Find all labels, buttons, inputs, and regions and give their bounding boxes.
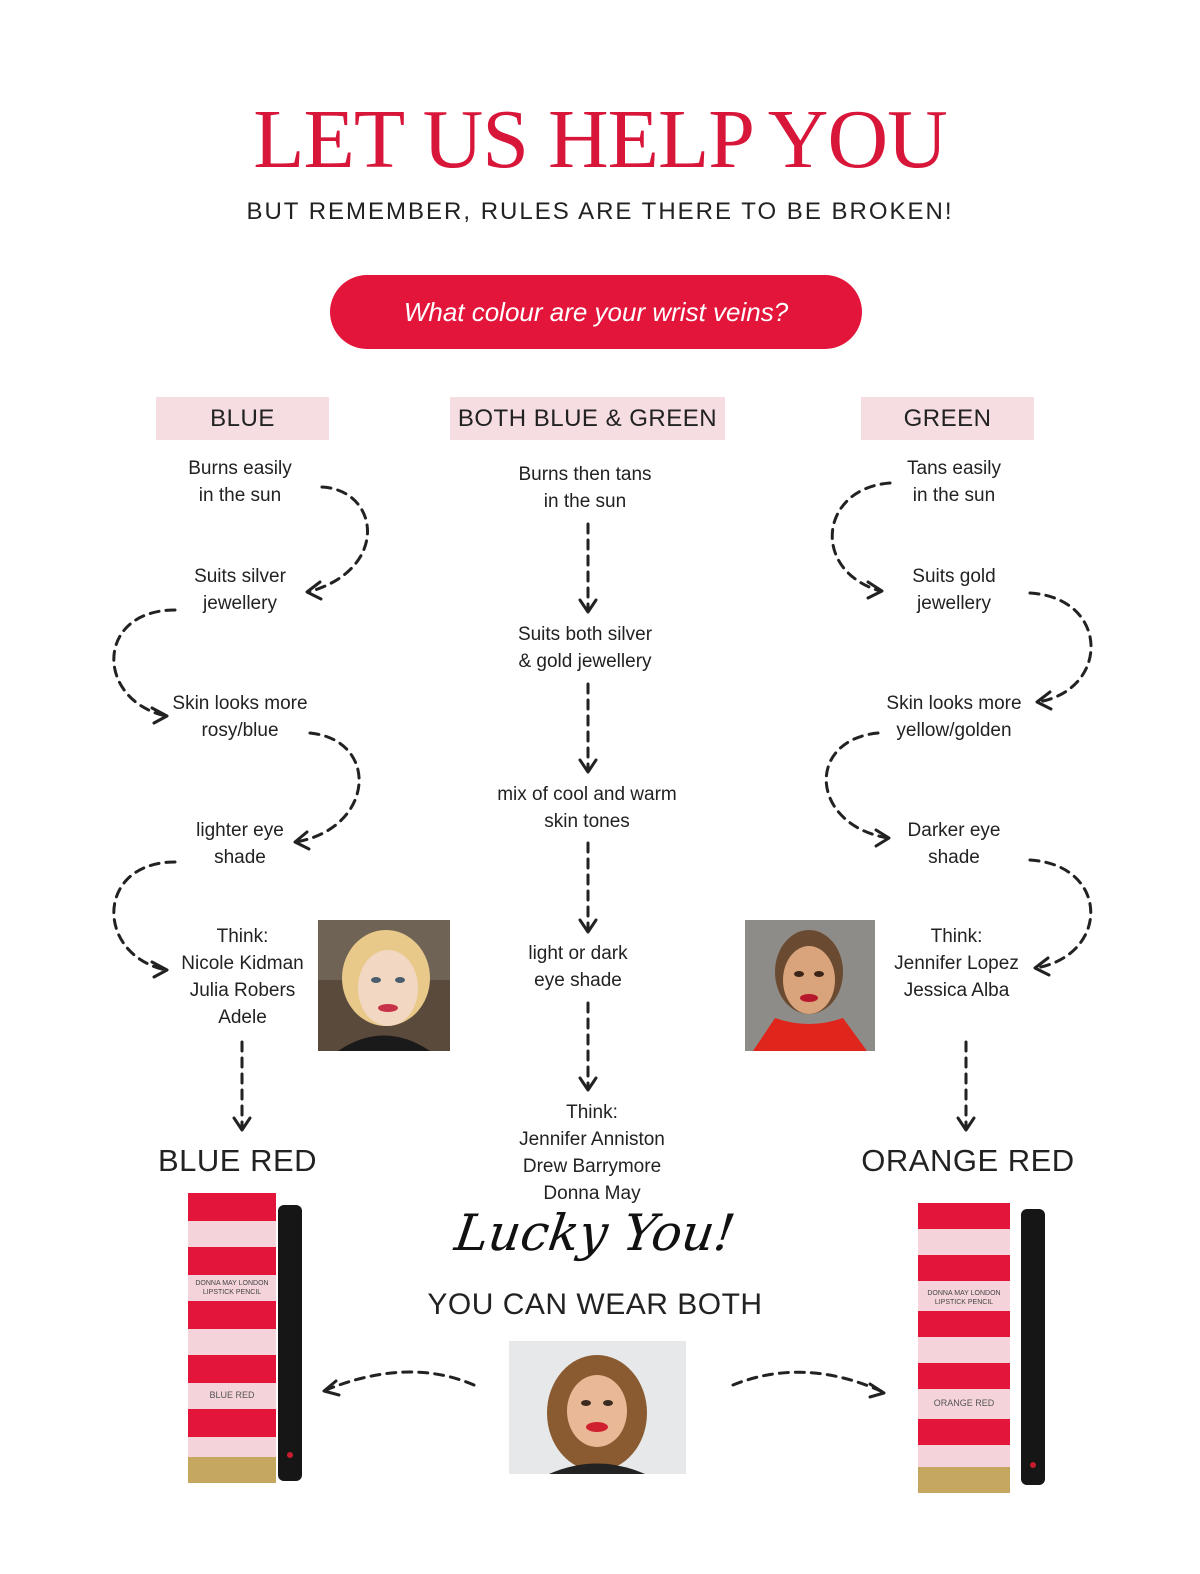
blue-step-jewellery: Suits silver jewellery	[194, 566, 286, 614]
arrow-green-4	[1030, 860, 1091, 968]
question-banner: What colour are your wrist veins?	[330, 275, 862, 349]
arrow-blue-1	[308, 487, 368, 592]
both-step-eye: light or dark eye shade	[528, 943, 628, 991]
arrow-blue-2	[114, 610, 175, 716]
product-orange-shade-label: ORANGE RED	[933, 1398, 995, 1408]
both-step-celebrities: Think: Jennifer Anniston Drew Barrymore Donna May	[519, 1102, 665, 1204]
arrow-blue-3	[296, 733, 359, 842]
product-blue-brand-text: DONNA MAY LONDON	[195, 1280, 269, 1287]
product-orange-brand-text: DONNA MAY LONDON	[927, 1290, 1001, 1297]
result-blue-red: BLUE RED	[157, 1143, 318, 1178]
both-step-jewellery: Suits both silver & gold jewellery	[517, 624, 653, 672]
green-step-skin: Skin looks more yellow/golden	[886, 693, 1022, 741]
product-orange-type-text: LIPSTICK PENCIL	[934, 1299, 994, 1306]
arrow-blue-4	[114, 862, 175, 970]
arrow-green-3	[826, 733, 888, 838]
arrow-green-1	[832, 483, 890, 591]
arrow-to-blue-product	[326, 1372, 474, 1390]
result-orange-red: ORANGE RED	[861, 1143, 1075, 1178]
blue-step-eye: lighter eye shade	[196, 820, 284, 868]
arrow-to-orange-product	[733, 1372, 883, 1392]
green-step-sun: Tans easily in the sun	[907, 458, 1001, 506]
arrow-green-2	[1030, 593, 1091, 702]
product-blue-type-text: LIPSTICK PENCIL	[202, 1289, 262, 1296]
column-heading-blue: BLUE	[156, 397, 329, 440]
green-step-celebrities: Think: Jennifer Lopez Jessica Alba	[894, 926, 1019, 1001]
page-title: LET US HELP YOU	[253, 93, 947, 186]
column-heading-green: GREEN	[861, 397, 1034, 440]
column-heading-both: BOTH BLUE & GREEN	[450, 397, 725, 440]
both-step-sun: Burns then tans in the sun	[518, 464, 652, 512]
blue-step-skin: Skin looks more rosy/blue	[172, 693, 308, 741]
green-step-jewellery: Suits gold jewellery	[912, 566, 996, 614]
page-subtitle: BUT REMEMBER, RULES ARE THERE TO BE BROKEN!	[246, 198, 954, 225]
product-blue-shade-label: BLUE RED	[209, 1390, 255, 1400]
blue-step-sun: Burns easily in the sun	[188, 458, 292, 506]
green-step-eye: Darker eye shade	[907, 820, 1001, 868]
lucky-you-script: Lucky You!	[451, 1204, 739, 1262]
blue-step-celebrities: Think: Nicole Kidman Julia Robers Adele	[181, 926, 304, 1028]
both-step-skin: mix of cool and warm skin tones	[497, 784, 677, 832]
result-wear-both: YOU CAN WEAR BOTH	[427, 1288, 763, 1321]
